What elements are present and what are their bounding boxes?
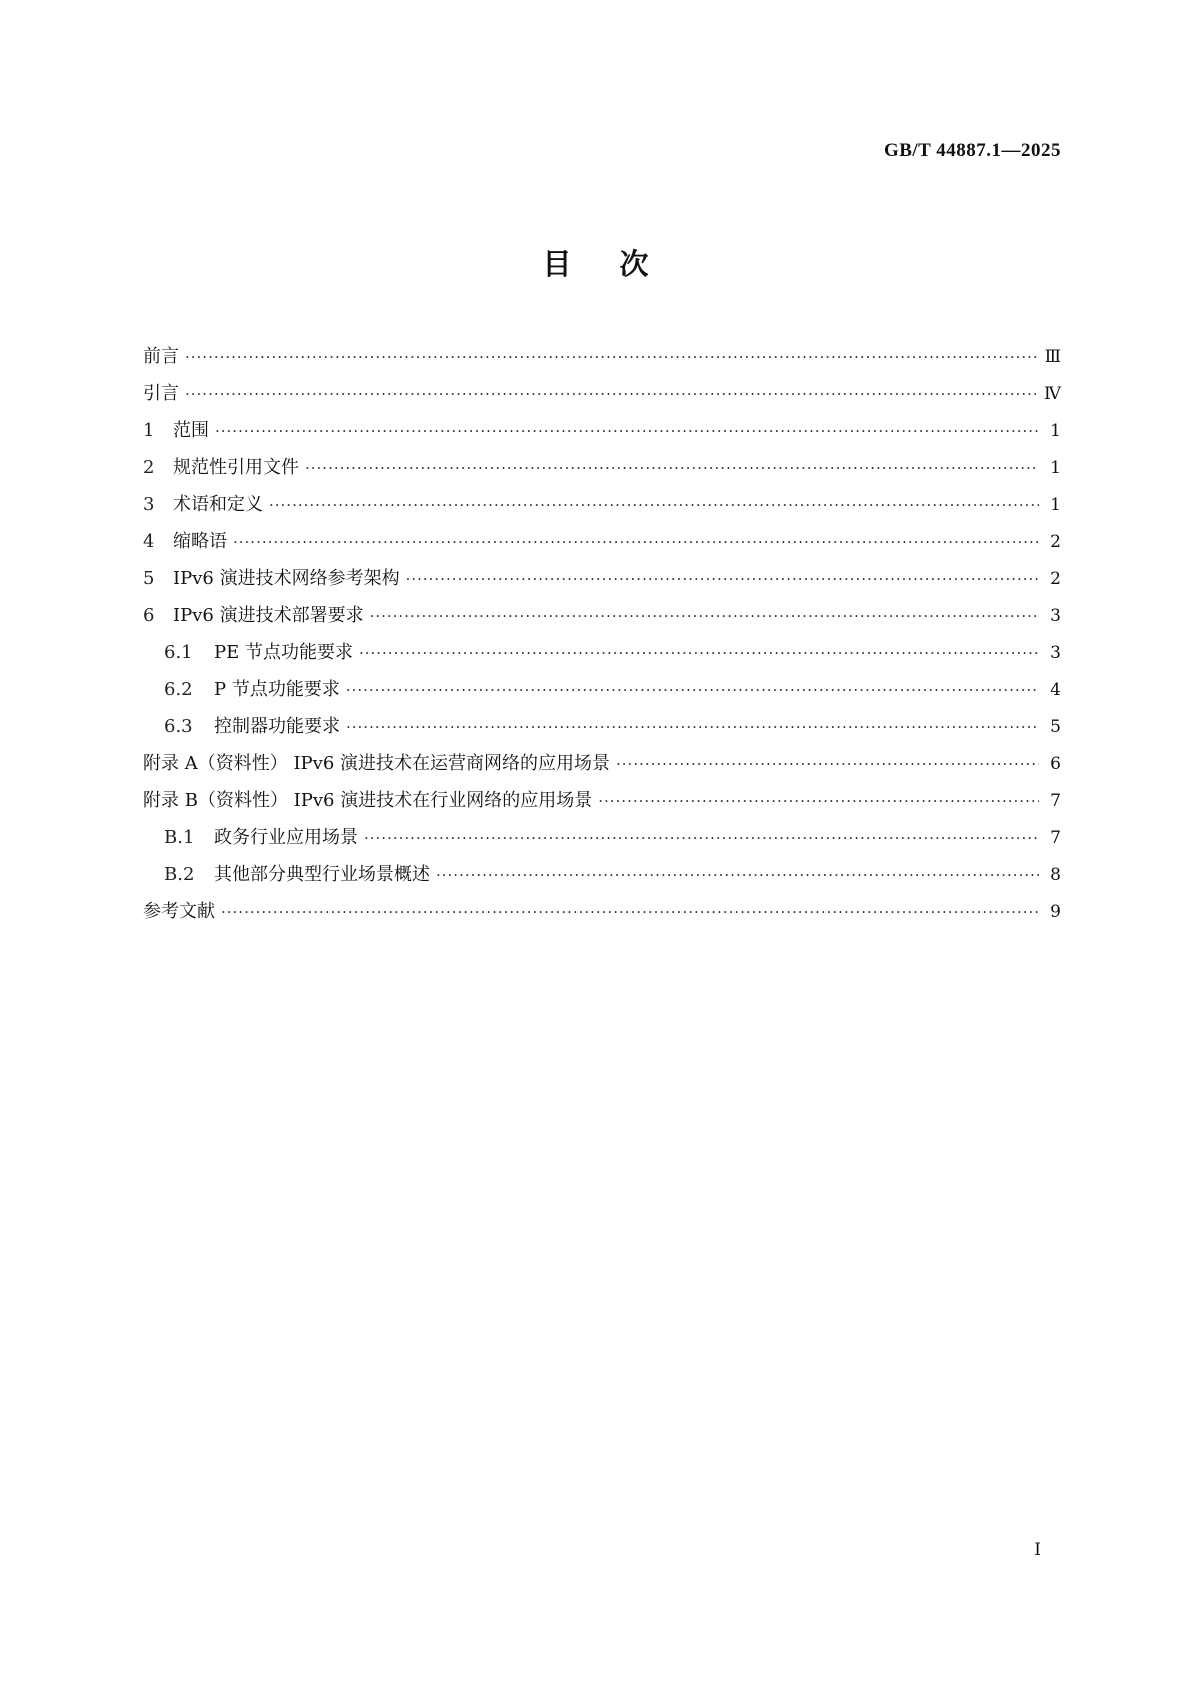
toc-entry-page: 3: [1050, 643, 1061, 663]
standard-code: GB/T 44887.1—2025: [883, 140, 1061, 161]
toc-entry[interactable]: [143, 338, 1061, 375]
toc-entry-number: 1: [143, 420, 155, 441]
toc-entry-page: 7: [1050, 791, 1061, 811]
toc-entry-label: 附录 A（资料性） IPv6 演进技术在运营商网络的应用场景: [143, 753, 611, 774]
toc-entry-page: 1: [1050, 421, 1061, 441]
toc-entry-label: 其他部分典型行业场景概述: [214, 864, 430, 885]
toc-dot-leader: [215, 413, 1039, 450]
toc-entry-number: 6.1: [164, 642, 193, 663]
toc-dot-leader: [359, 635, 1039, 672]
toc-entry[interactable]: [143, 671, 1061, 708]
toc-entry-page: 4: [1050, 680, 1061, 700]
toc-dot-leader: [185, 376, 1036, 413]
toc-entry-number: 4: [143, 531, 155, 552]
toc-dot-leader: [406, 561, 1039, 598]
toc-entry[interactable]: [143, 412, 1061, 449]
toc-dot-leader: [598, 783, 1039, 820]
page-number: Ⅰ: [1034, 1540, 1041, 1560]
toc-entry-page: 7: [1050, 828, 1061, 848]
toc-dot-leader: [370, 598, 1039, 635]
toc-entry[interactable]: [143, 708, 1061, 745]
toc-entry[interactable]: [143, 893, 1061, 930]
toc-entry[interactable]: [143, 745, 1061, 782]
toc-entry-number: 6: [143, 605, 155, 626]
toc-entry-number: 6.3: [164, 716, 193, 737]
toc-entry-label: IPv6 演进技术部署要求: [173, 605, 364, 626]
toc-entry[interactable]: [143, 486, 1061, 523]
toc-dot-leader: [616, 746, 1039, 783]
toc-entry[interactable]: [143, 449, 1061, 486]
toc-entry-number: 5: [143, 568, 155, 589]
toc-dot-leader: [305, 450, 1039, 487]
toc-entry-label: 附录 B（资料性） IPv6 演进技术在行业网络的应用场景: [143, 790, 593, 811]
page-title: 目次: [542, 247, 697, 281]
toc-entry-number: 2: [143, 457, 155, 478]
toc-entry[interactable]: [143, 856, 1061, 893]
toc-dot-leader: [346, 672, 1039, 709]
toc-entry-page: 1: [1050, 495, 1061, 515]
toc-entry-number: B.1: [164, 827, 195, 848]
toc-entry-label: 规范性引用文件: [173, 457, 299, 478]
toc-entry-page: 5: [1050, 717, 1061, 737]
toc-entry-page: 8: [1050, 865, 1061, 885]
toc-entry[interactable]: [143, 634, 1061, 671]
table-of-contents: [143, 338, 1061, 930]
toc-dot-leader: [269, 487, 1039, 524]
toc-dot-leader: [346, 709, 1039, 746]
toc-entry-label: 引言: [143, 383, 179, 404]
toc-entry-label: 政务行业应用场景: [214, 827, 358, 848]
toc-entry-page: 9: [1050, 902, 1061, 922]
toc-entry-label: 前言: [143, 346, 179, 367]
toc-entry[interactable]: [143, 375, 1061, 412]
toc-entry-page: 1: [1050, 458, 1061, 478]
toc-entry-number: 3: [143, 494, 155, 515]
toc-entry-number: 6.2: [164, 679, 193, 700]
toc-entry[interactable]: [143, 782, 1061, 819]
toc-entry[interactable]: [143, 819, 1061, 856]
toc-entry-page: 2: [1050, 569, 1061, 589]
toc-entry-label: 缩略语: [173, 531, 227, 552]
toc-entry-label: 控制器功能要求: [214, 716, 340, 737]
toc-entry-label: PE 节点功能要求: [214, 642, 353, 663]
toc-dot-leader: [233, 524, 1039, 561]
toc-entry-page: 2: [1050, 532, 1061, 552]
toc-entry-label: 术语和定义: [173, 494, 263, 515]
toc-entry-page: Ⅳ: [1044, 384, 1061, 404]
toc-entry[interactable]: [143, 560, 1061, 597]
toc-entry-label: P 节点功能要求: [214, 679, 340, 700]
toc-dot-leader: [221, 894, 1039, 931]
toc-entry[interactable]: [143, 597, 1061, 634]
toc-dot-leader: [185, 339, 1037, 376]
toc-entry-label: IPv6 演进技术网络参考架构: [173, 568, 400, 589]
toc-entry-page: 6: [1050, 754, 1061, 774]
toc-entry-number: B.2: [164, 864, 195, 885]
toc-entry-page: 3: [1050, 606, 1061, 626]
toc-entry-page: Ⅲ: [1044, 347, 1061, 367]
toc-entry-label: 范围: [173, 420, 209, 441]
toc-dot-leader: [436, 857, 1039, 894]
toc-dot-leader: [364, 820, 1039, 857]
toc-entry-label: 参考文献: [143, 901, 215, 922]
toc-entry[interactable]: [143, 523, 1061, 560]
